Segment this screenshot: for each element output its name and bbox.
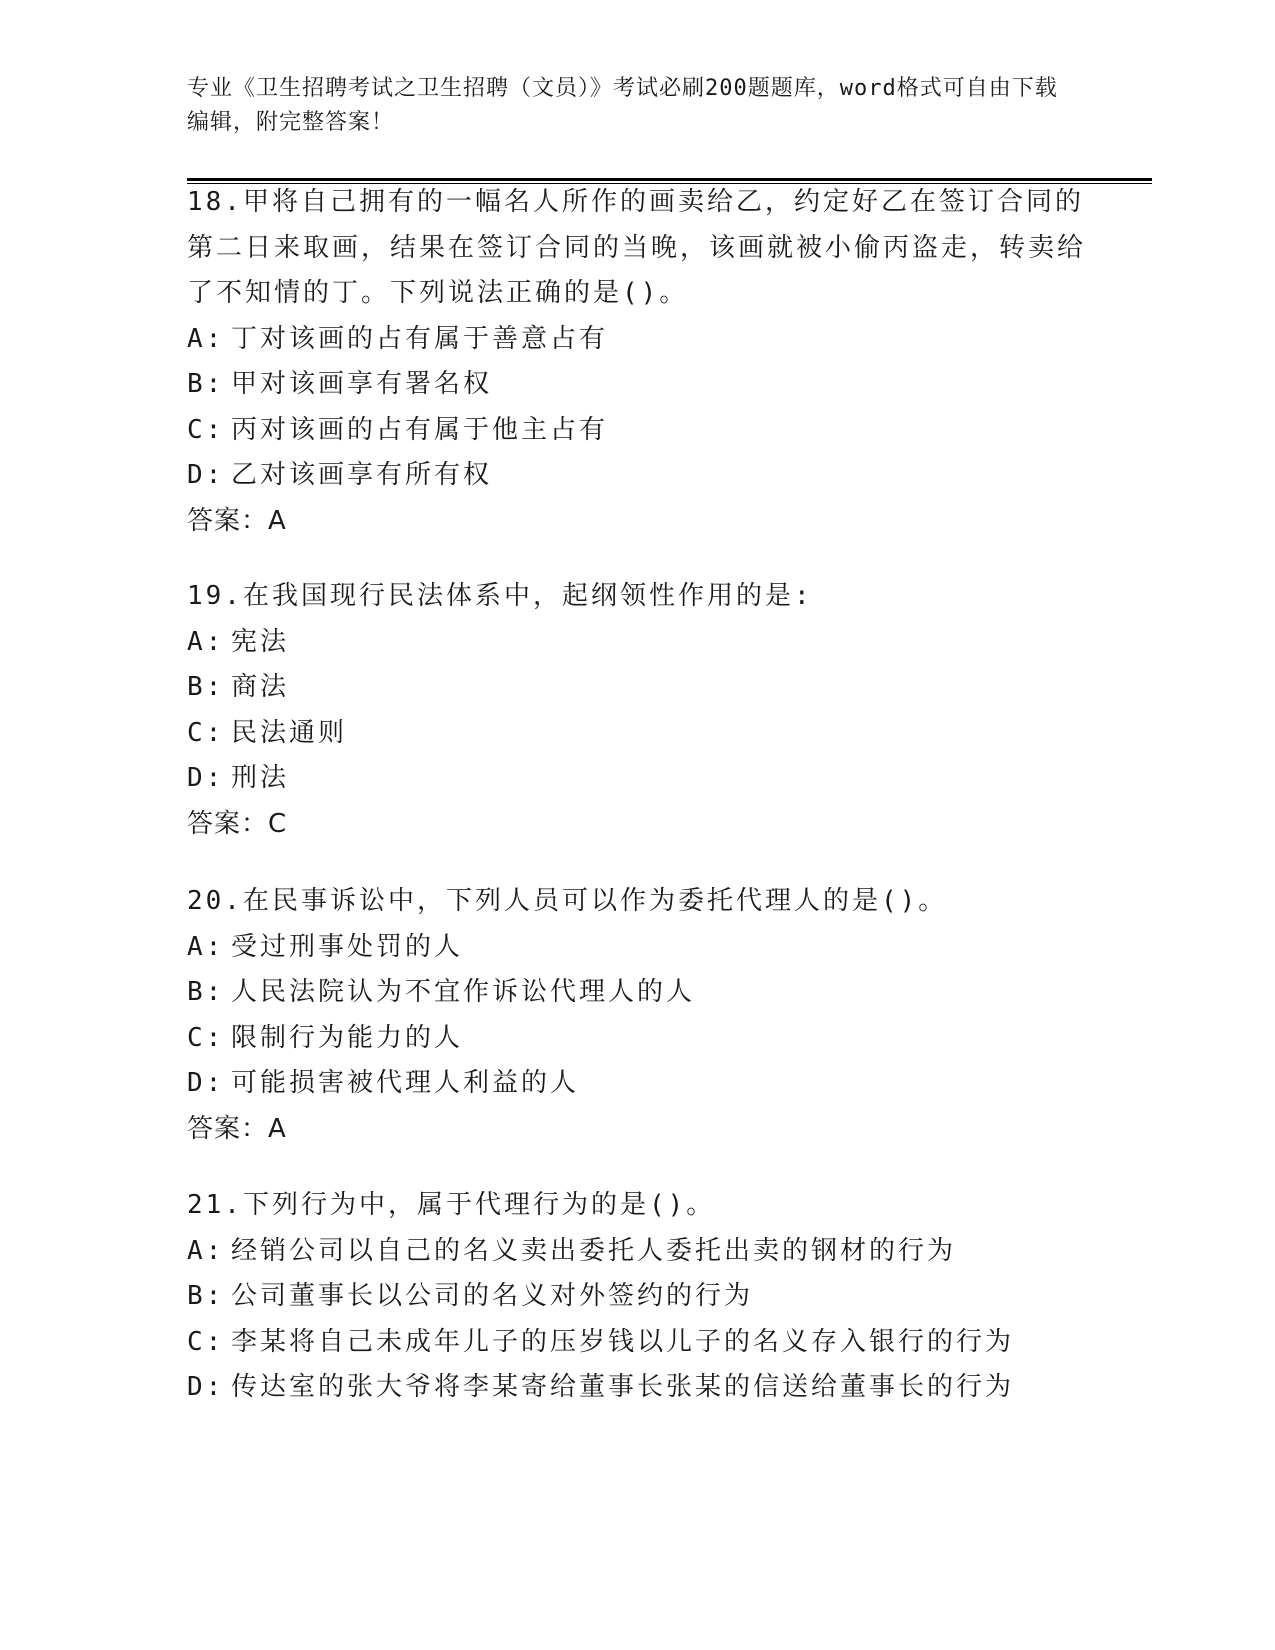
option-letter: C: (187, 414, 225, 445)
answer-line: 答案：A (187, 505, 287, 536)
question-stem: 19.在我国现行民法体系中，起纲领性作用的是: (187, 581, 813, 611)
option-text: 受过刑事处罚的人 (231, 931, 464, 962)
question-stem: 20.在民事诉讼中，下列人员可以作为委托代理人的是()。 (187, 886, 948, 916)
option-d (187, 756, 1087, 802)
option-letter: A: (187, 931, 225, 962)
option-c (187, 711, 1087, 757)
option-b (187, 970, 1087, 1016)
option-letter: D: (187, 460, 225, 490)
question-18 (187, 180, 1087, 544)
option-b (187, 665, 1087, 711)
option-letter: D: (187, 1068, 225, 1098)
option-letter: A: (187, 626, 225, 657)
option-text: 可能损害被代理人利益的人 (231, 1068, 580, 1098)
option-c (187, 1016, 1087, 1062)
question-21 (187, 1183, 1087, 1411)
option-letter: D: (187, 763, 225, 793)
option-letter: B: (187, 1281, 225, 1311)
option-text: 李某将自己未成年儿子的压岁钱以儿子的名义存入银行的行为 (231, 1326, 1015, 1357)
option-text: 丙对该画的占有属于他主占有 (231, 414, 609, 445)
option-text: 商法 (231, 672, 290, 702)
option-text: 宪法 (231, 626, 290, 657)
option-letter: C: (187, 1326, 225, 1357)
option-a (187, 925, 1087, 971)
option-text: 人民法院认为不宜作诉讼代理人的人 (231, 977, 696, 1007)
document-header-title: 专业《卫生招聘考试之卫生招聘（文员）》考试必刷200题题库，word格式可自由下载编辑，附完整答案！ (187, 76, 1058, 135)
option-letter: B: (187, 977, 225, 1007)
option-text: 刑法 (231, 763, 290, 793)
option-a (187, 620, 1087, 666)
question-stem: 21.下列行为中，属于代理行为的是()。 (187, 1190, 716, 1220)
option-letter: A: (187, 323, 225, 354)
option-text: 公司董事长以公司的名义对外签约的行为 (231, 1281, 754, 1311)
option-b (187, 362, 1087, 408)
answer-line: 答案：A (187, 1113, 287, 1144)
option-letter: C: (187, 717, 225, 748)
option-d (187, 1365, 1087, 1411)
option-text: 民法通则 (231, 717, 348, 748)
option-d (187, 1061, 1087, 1107)
question-19 (187, 574, 1087, 847)
question-20 (187, 879, 1087, 1152)
option-text: 传达室的张大爷将李某寄给董事长张某的信送给董事长的行为 (231, 1372, 1015, 1402)
option-a (187, 317, 1087, 363)
answer-line: 答案：C (187, 808, 288, 839)
question-stem: 18.甲将自己拥有的一幅名人所作的画卖给乙，约定好乙在签订合同的第二日来取画，结果在签订合同的当晚，该画就被小偷丙盗走，转卖给了不知情的丁。下列说法正确的是()。 (187, 187, 1087, 308)
option-letter: C: (187, 1022, 225, 1053)
option-d (187, 453, 1087, 499)
option-text: 甲对该画享有署名权 (231, 369, 493, 399)
option-b (187, 1274, 1087, 1320)
option-letter: B: (187, 672, 225, 702)
option-a (187, 1229, 1087, 1275)
option-letter: D: (187, 1372, 225, 1402)
option-text: 限制行为能力的人 (231, 1022, 464, 1053)
option-text: 经销公司以自己的名义卖出委托人委托出卖的钢材的行为 (231, 1235, 957, 1266)
option-letter: A: (187, 1235, 225, 1266)
option-letter: B: (187, 369, 225, 399)
option-text: 丁对该画的占有属于善意占有 (231, 323, 609, 354)
option-c (187, 1320, 1087, 1366)
option-text: 乙对该画享有所有权 (231, 460, 493, 490)
option-c (187, 408, 1087, 454)
